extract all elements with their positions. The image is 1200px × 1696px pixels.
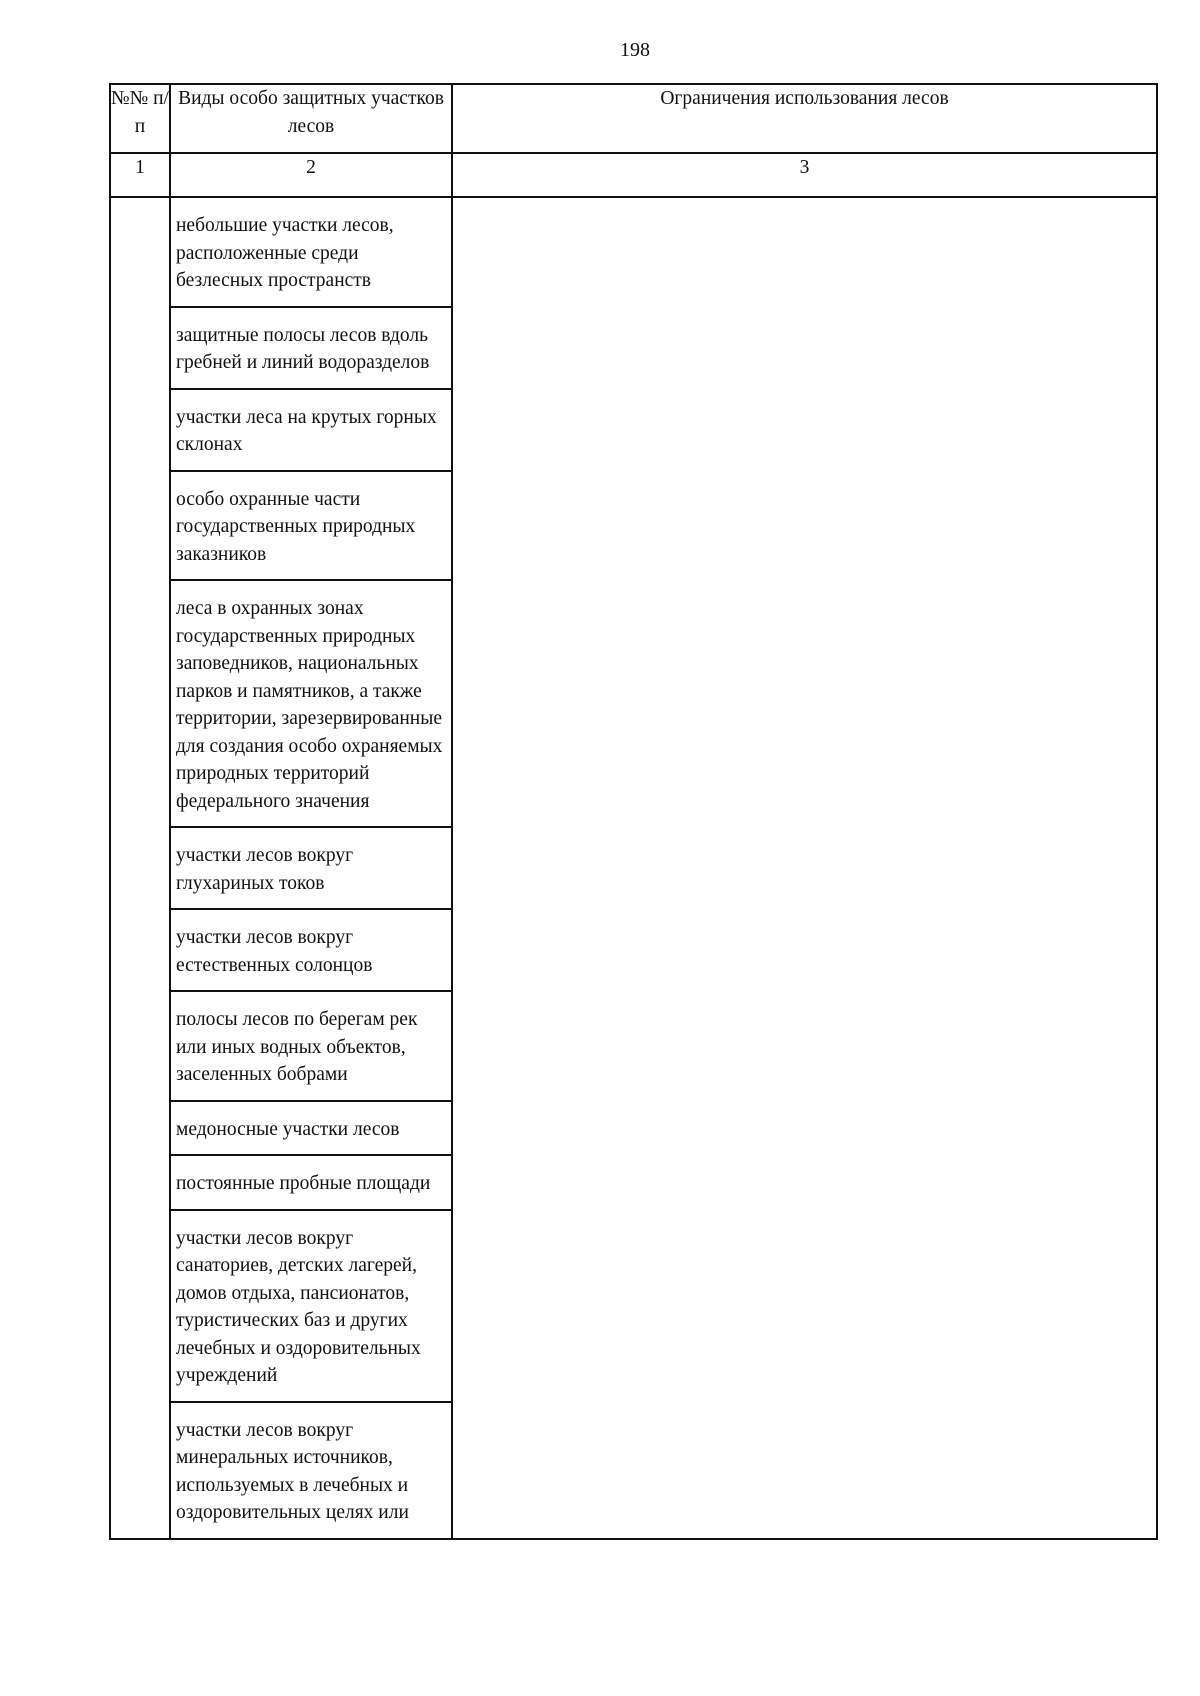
site-type-cell	[170, 197, 452, 307]
site-type-text: участки лесов вокруг санаториев, детских лагерей, домов отдыха, пансионатов, туристических баз и других лечебных и оздоровительных учреждений	[176, 1227, 421, 1386]
site-type-cell	[170, 580, 452, 827]
header-restrictions: Ограничения использования лесов	[452, 84, 1157, 153]
site-type-text: особо охранные части государственных природных заказников	[176, 488, 416, 565]
site-type-cell	[170, 389, 452, 471]
site-type-text: медоносные участки лесов	[176, 1118, 400, 1140]
number-cell-merged	[110, 197, 170, 1539]
site-type-text: леса в охранных зонах государственных природных заповедников, национальных парков и памятников, а также территории, зарезервированные для создания особо охраняемых природных территорий федерального значения	[176, 598, 443, 812]
column-number: 3	[452, 153, 1157, 197]
table-header-row	[110, 84, 1157, 153]
column-number: 1	[110, 153, 170, 197]
site-type-cell	[170, 991, 452, 1101]
header-site-types: Виды особо защитных участков лесов	[170, 84, 452, 153]
site-type-text: защитные полосы лесов вдоль гребней и линий водоразделов	[176, 324, 430, 373]
table-row	[110, 197, 1157, 307]
site-type-text: участки лесов вокруг естественных солонцов	[176, 927, 373, 976]
site-type-cell	[170, 909, 452, 991]
site-type-cell	[170, 1402, 452, 1539]
site-type-cell	[170, 1155, 452, 1210]
site-type-cell	[170, 471, 452, 581]
site-type-text: постоянные пробные площади	[176, 1173, 431, 1194]
site-type-text: участки леса на крутых горных склонах	[176, 406, 437, 455]
column-number-row	[110, 153, 1157, 197]
site-type-text: участки лесов вокруг глухариных токов	[176, 845, 354, 894]
forest-restrictions-table	[109, 83, 1158, 1540]
site-type-cell	[170, 307, 452, 389]
site-type-cell	[170, 1210, 452, 1402]
column-number: 2	[170, 153, 452, 197]
site-type-text: полосы лесов по берегам рек или иных водных объектов, заселенных бобрами	[176, 1009, 418, 1085]
page-number: 198	[620, 39, 650, 61]
restrictions-cell-merged	[452, 197, 1157, 1539]
site-type-text: участки лесов вокруг минеральных источников, используемых в лечебных и оздоровительных целях или	[176, 1419, 409, 1523]
header-number: №№ п/п	[110, 84, 170, 153]
site-type-text: небольшие участки лесов, расположенные среди безлесных пространств	[176, 215, 394, 291]
site-type-cell	[170, 827, 452, 909]
site-type-cell	[170, 1101, 452, 1156]
